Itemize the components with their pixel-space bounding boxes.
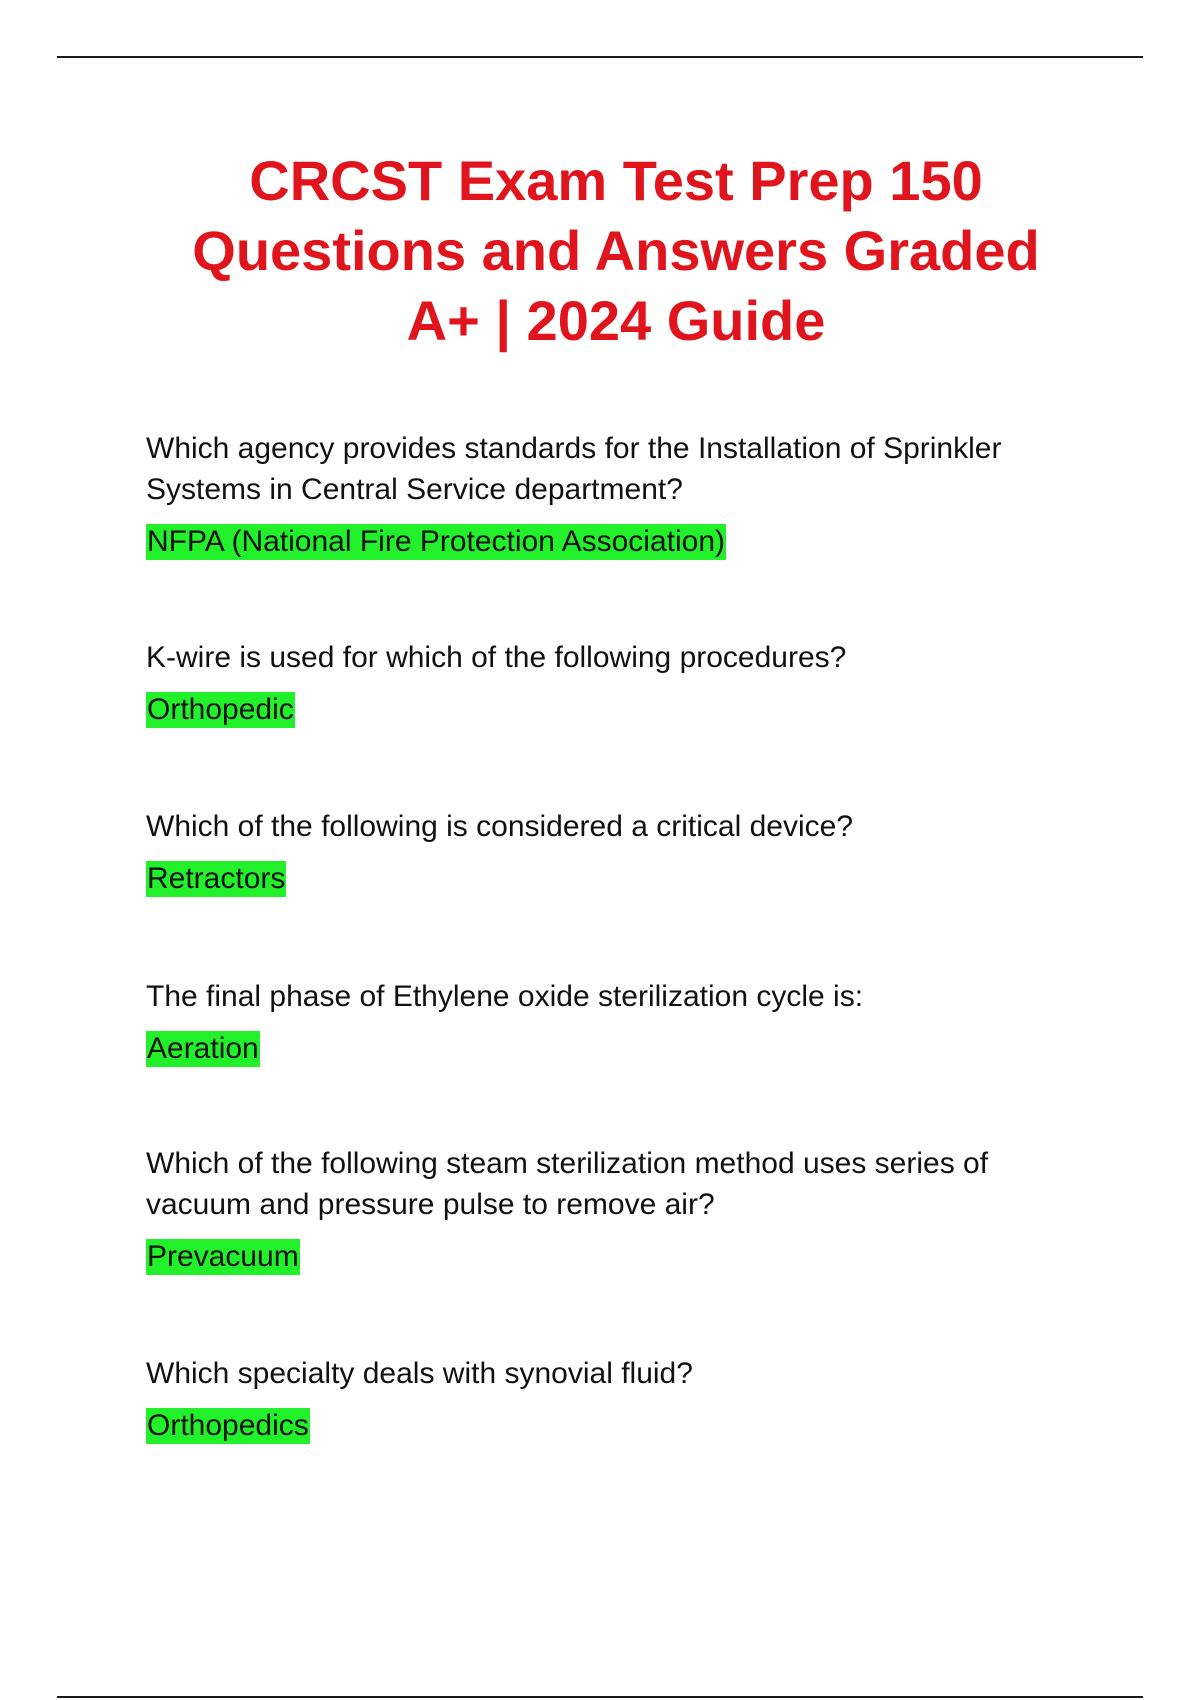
document-title: CRCST Exam Test Prep 150 Questions and Answers Graded A+ | 2024 Guide (192, 149, 1040, 352)
question-text: Which agency provides standards for the Installation of Sprinkler Systems in Central Service department? (146, 432, 1002, 506)
qa-item-1 (146, 428, 1096, 560)
answer-highlight: Aeration (147, 1032, 259, 1065)
question-text: K-wire is used for which of the following procedures? (146, 641, 847, 674)
answer-highlight: Retractors (147, 862, 286, 895)
question-text: Which specialty deals with synovial fluid? (146, 1357, 693, 1390)
qa-item-3 (146, 806, 1096, 897)
qa-item-4 (146, 976, 1096, 1067)
answer-highlight: Prevacuum (147, 1240, 299, 1273)
answer-highlight: NFPA (National Fire Protection Association) (147, 525, 726, 558)
qa-item-5 (146, 1143, 1096, 1275)
header-rule (57, 56, 1143, 58)
answer-highlight: Orthopedics (147, 1409, 309, 1442)
question-text: Which of the following is considered a critical device? (146, 810, 854, 843)
footer-rule (57, 1696, 1143, 1698)
question-text: The final phase of Ethylene oxide sterilization cycle is: (146, 980, 864, 1013)
qa-item-6 (146, 1353, 1096, 1444)
answer-highlight: Orthopedic (147, 693, 294, 726)
qa-item-2 (146, 637, 1096, 728)
question-text: Which of the following steam sterilization method uses series of vacuum and pressure pulse to remove air? (146, 1147, 989, 1221)
